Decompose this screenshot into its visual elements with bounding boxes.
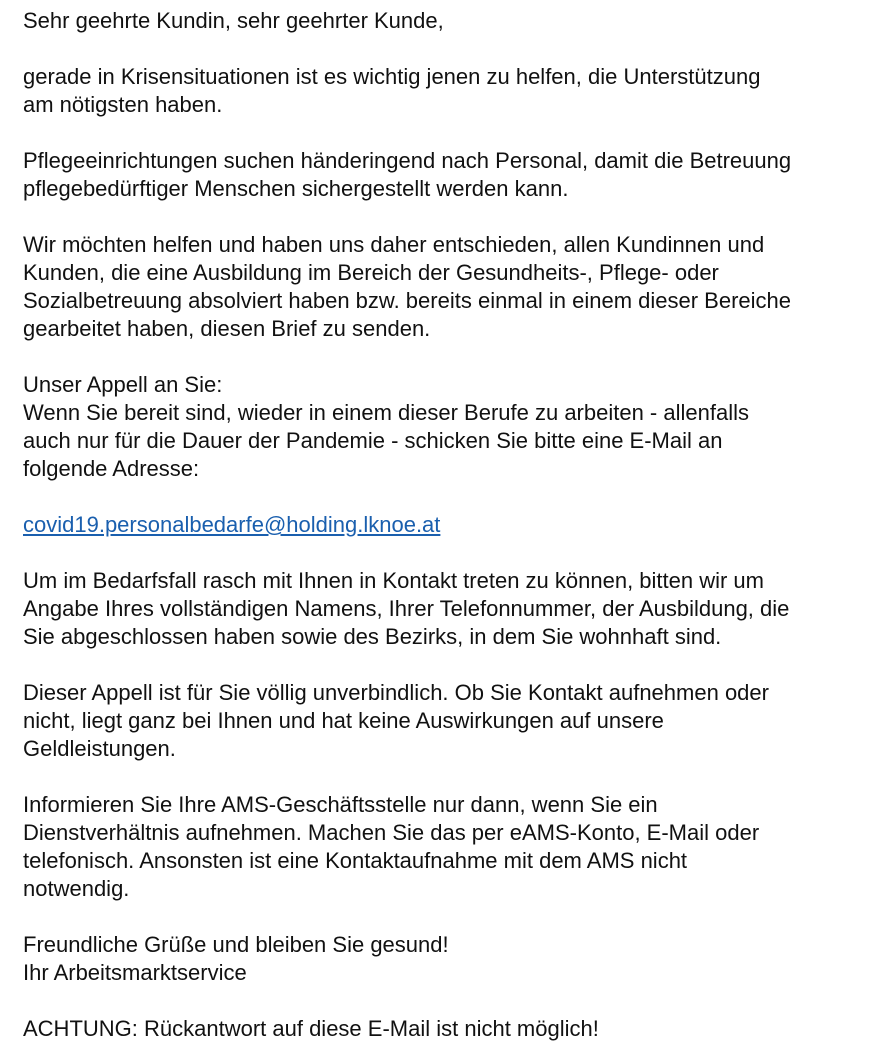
greeting-text: Sehr geehrte Kundin, sehr geehrter Kunde, [23,8,444,33]
paragraph-line: Kunden, die eine Ausbildung im Bereich der Gesundheits-, Pflege- oder [23,260,719,285]
details-request-paragraph [23,567,864,651]
intro-paragraph [23,63,864,119]
paragraph-line: Angabe Ihres vollständigen Namens, Ihrer Telefonnummer, der Ausbildung, die [23,596,790,621]
paragraph-line: auch nur für die Dauer der Pandemie - schicken Sie bitte eine E-Mail an [23,428,723,453]
contact-email-paragraph [23,511,864,539]
appeal-paragraph [23,371,864,483]
greeting [23,7,864,35]
paragraph-line: notwendig. [23,876,130,901]
paragraph-line: pflegebedürftiger Menschen sichergestellt werden kann. [23,176,569,201]
paragraph-line: nicht, liegt ganz bei Ihnen und hat keine Auswirkungen auf unsere [23,708,664,733]
no-reply-warning: ACHTUNG: Rückantwort auf diese E-Mail ist nicht möglich! [23,1016,599,1041]
paragraph-line: Pflegeeinrichtungen suchen händeringend nach Personal, damit die Betreuung [23,148,792,173]
closing-paragraph [23,931,864,987]
reason-paragraph [23,231,864,343]
contact-email-link[interactable]: covid19.personalbedarfe@holding.lknoe.at [23,512,441,537]
paragraph-line: telefonisch. Ansonsten ist eine Kontaktaufnahme mit dem AMS nicht [23,848,688,873]
paragraph-line: Wenn Sie bereit sind, wieder in einem dieser Berufe zu arbeiten - allenfalls [23,400,749,425]
paragraph-line: folgende Adresse: [23,456,200,481]
paragraph-line: Um im Bedarfsfall rasch mit Ihnen in Kontakt treten zu können, bitten wir um [23,568,764,593]
care-need-paragraph [23,147,864,203]
paragraph-line: Dienstverhältnis aufnehmen. Machen Sie das per eAMS-Konto, E-Mail oder [23,820,760,845]
ams-info-paragraph [23,791,864,903]
paragraph-line: Unser Appell an Sie: [23,372,223,397]
paragraph-line: Dieser Appell ist für Sie völlig unverbindlich. Ob Sie Kontakt aufnehmen oder [23,680,769,705]
non-binding-paragraph [23,679,864,763]
paragraph-line: gearbeitet haben, diesen Brief zu senden. [23,316,431,341]
paragraph-line: gerade in Krisensituationen ist es wichtig jenen zu helfen, die Unterstützung [23,64,761,89]
paragraph-line: Informieren Sie Ihre AMS-Geschäftsstelle nur dann, wenn Sie ein [23,792,658,817]
warning-paragraph [23,1015,864,1043]
closing-line: Freundliche Grüße und bleiben Sie gesund! [23,932,449,957]
paragraph-line: am nötigsten haben. [23,92,223,117]
paragraph-line: Sozialbetreuung absolviert haben bzw. bereits einmal in einem dieser Bereiche [23,288,792,313]
paragraph-line: Wir möchten helfen und haben uns daher entschieden, allen Kundinnen und [23,232,765,257]
paragraph-line: Geldleistungen. [23,736,176,761]
signature-line: Ihr Arbeitsmarktservice [23,960,247,985]
paragraph-line: Sie abgeschlossen haben sowie des Bezirks, in dem Sie wohnhaft sind. [23,624,722,649]
